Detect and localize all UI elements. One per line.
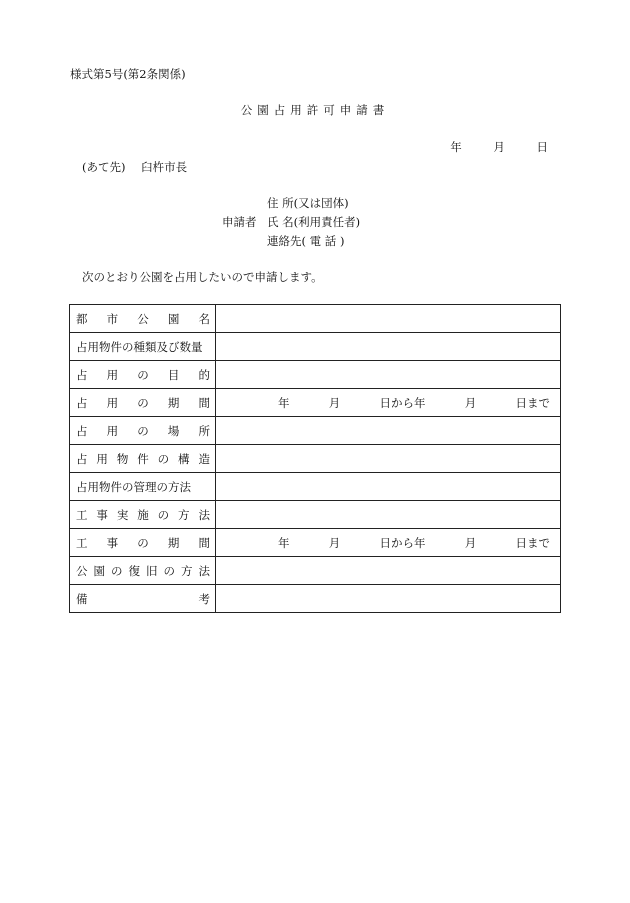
table-row bbox=[70, 389, 561, 417]
row-value-field[interactable] bbox=[216, 305, 561, 333]
row-label-char: 用 bbox=[96, 451, 108, 466]
period-unit-label: 年 bbox=[414, 395, 426, 410]
row-label-char: 園 bbox=[93, 563, 105, 578]
row-label-char: 実 bbox=[116, 507, 129, 522]
application-statement: 次のとおり公園を占用したいので申請します。 bbox=[82, 270, 323, 284]
row-label-char: 用 bbox=[106, 423, 119, 438]
row-label-char: 間 bbox=[198, 535, 210, 550]
row-label-char: 事 bbox=[106, 535, 119, 550]
row-label-char: 間 bbox=[198, 395, 210, 410]
row-value-field[interactable] bbox=[216, 473, 561, 501]
row-label-char: 期 bbox=[167, 535, 180, 550]
recipient-name: 臼杵市長 bbox=[141, 160, 188, 174]
row-label-char: 旧 bbox=[146, 563, 158, 578]
row-label-char: の bbox=[157, 507, 170, 522]
recipient-prefix: (あて先) bbox=[82, 160, 126, 174]
row-value-field[interactable] bbox=[216, 361, 561, 389]
row-label-char: 構 bbox=[178, 451, 190, 466]
row-label bbox=[70, 333, 216, 361]
row-label-char: 名 bbox=[198, 311, 210, 326]
page-title: 公園占用許可申請書 bbox=[240, 103, 390, 117]
row-label bbox=[70, 361, 216, 389]
row-label-char: 園 bbox=[167, 311, 180, 326]
row-label-char: 法 bbox=[198, 507, 210, 522]
table-row bbox=[70, 557, 561, 585]
row-value-field[interactable] bbox=[216, 417, 561, 445]
period-unit-label: 年 bbox=[414, 535, 426, 550]
row-value-field[interactable] bbox=[216, 585, 561, 613]
row-label-char: の bbox=[137, 423, 149, 438]
row-label bbox=[70, 473, 216, 501]
row-label-char: 所 bbox=[198, 423, 210, 438]
row-label-char: 事 bbox=[96, 507, 108, 522]
date-day-label: 日 bbox=[536, 140, 548, 154]
table-row bbox=[70, 445, 561, 473]
row-label-char: 公 bbox=[137, 311, 149, 326]
row-label-char: 法 bbox=[198, 563, 210, 578]
table-row bbox=[70, 333, 561, 361]
row-label-char: 造 bbox=[198, 451, 210, 466]
row-label bbox=[70, 501, 216, 529]
period-unit-label: 日から bbox=[379, 395, 414, 410]
date-month-label: 月 bbox=[493, 140, 505, 154]
applicant-contact-field: 連絡先( 電 話 ) bbox=[267, 234, 345, 248]
row-label-char: 都 bbox=[76, 311, 88, 326]
row-value-field[interactable] bbox=[216, 529, 561, 557]
period-unit-label: 日から bbox=[379, 535, 414, 550]
row-label-char: 件 bbox=[137, 451, 149, 466]
row-label-char: 備 bbox=[76, 591, 88, 606]
period-unit-label: 月 bbox=[328, 535, 341, 550]
period-unit-label: 月 bbox=[328, 395, 341, 410]
row-label bbox=[70, 557, 216, 585]
row-label-char: の bbox=[157, 451, 170, 466]
row-label-char: の bbox=[111, 563, 123, 578]
row-label-char: 用 bbox=[106, 395, 119, 410]
row-label-char: 用 bbox=[106, 367, 119, 382]
date-year-label: 年 bbox=[450, 140, 462, 154]
row-label-char: 物 bbox=[116, 451, 129, 466]
row-label-char: 目 bbox=[167, 367, 180, 382]
application-table bbox=[69, 304, 561, 613]
period-unit-label: 日まで bbox=[515, 395, 550, 410]
row-label-char: 方 bbox=[181, 563, 193, 578]
row-label-char: 場 bbox=[167, 423, 180, 438]
date-line bbox=[422, 139, 548, 155]
period-unit-label: 月 bbox=[464, 395, 477, 410]
row-value-field[interactable] bbox=[216, 333, 561, 361]
row-label-char: 占用物件の管理の方法 bbox=[76, 479, 191, 494]
row-label-char: 期 bbox=[167, 395, 180, 410]
row-label-char: 市 bbox=[106, 311, 119, 326]
row-label-char: 占 bbox=[76, 395, 88, 410]
row-label-char: 公 bbox=[76, 563, 88, 578]
row-label-char: の bbox=[137, 395, 149, 410]
row-label-char: 工 bbox=[76, 535, 88, 550]
row-label bbox=[70, 389, 216, 417]
applicant-address-field: 住 所(又は団体) bbox=[267, 196, 349, 210]
table-row bbox=[70, 361, 561, 389]
period-unit-label: 年 bbox=[278, 395, 290, 410]
row-value-field[interactable] bbox=[216, 389, 561, 417]
table-row bbox=[70, 473, 561, 501]
row-label bbox=[70, 585, 216, 613]
row-label-char: の bbox=[137, 535, 149, 550]
row-label-char: 的 bbox=[198, 367, 210, 382]
row-label-char: 占 bbox=[76, 367, 88, 382]
form-number: 様式第5号(第2条関係) bbox=[70, 67, 186, 81]
row-label bbox=[70, 445, 216, 473]
row-label bbox=[70, 417, 216, 445]
row-label bbox=[70, 529, 216, 557]
table-row bbox=[70, 501, 561, 529]
table-row bbox=[70, 305, 561, 333]
applicant-name-field: 氏 名(利用責任者) bbox=[267, 215, 361, 229]
table-row bbox=[70, 529, 561, 557]
row-label-char: の bbox=[163, 563, 175, 578]
row-value-field[interactable] bbox=[216, 445, 561, 473]
row-label bbox=[70, 305, 216, 333]
row-label-char: 施 bbox=[137, 507, 149, 522]
table-row bbox=[70, 585, 561, 613]
table-row bbox=[70, 417, 561, 445]
row-label-char: 考 bbox=[198, 591, 210, 606]
row-label-char: 占用物件の種類及び数量 bbox=[76, 339, 203, 354]
period-unit-label: 月 bbox=[464, 535, 477, 550]
applicant-block bbox=[222, 194, 360, 251]
row-label-char: 占 bbox=[76, 423, 88, 438]
recipient bbox=[82, 159, 187, 175]
row-label-char: の bbox=[137, 367, 149, 382]
row-label-char: 工 bbox=[76, 507, 88, 522]
row-value-field[interactable] bbox=[216, 501, 561, 529]
applicant-caption: 申請者 bbox=[222, 215, 257, 229]
period-unit-label: 日まで bbox=[515, 535, 550, 550]
row-label-char: 方 bbox=[178, 507, 190, 522]
period-unit-label: 年 bbox=[278, 535, 290, 550]
row-value-field[interactable] bbox=[216, 557, 561, 585]
row-label-char: 占 bbox=[76, 451, 88, 466]
row-label-char: 復 bbox=[128, 563, 140, 578]
